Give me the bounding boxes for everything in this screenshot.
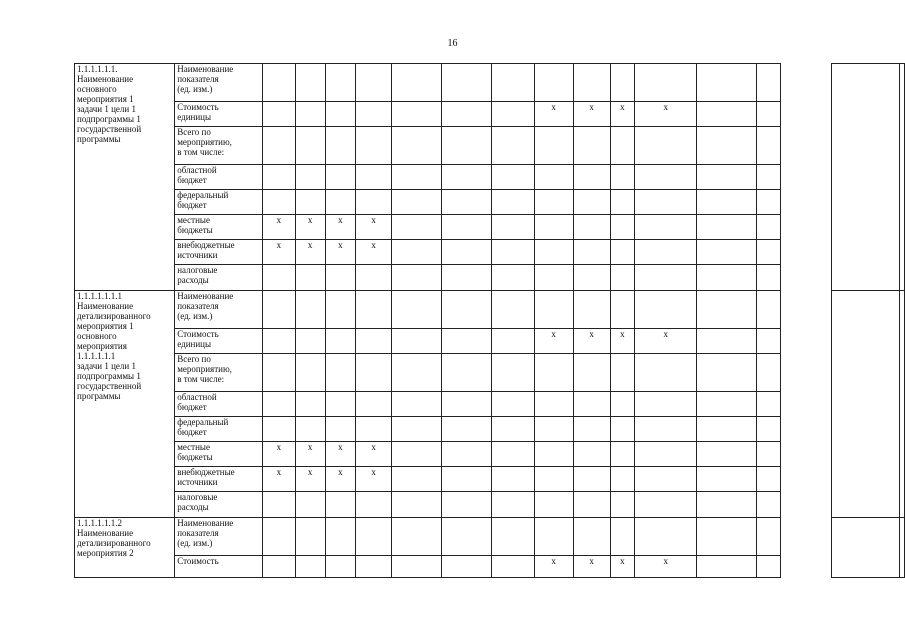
data-cell: [610, 442, 634, 467]
data-cell: [697, 64, 757, 102]
row-label: Стоимость единицы: [175, 102, 263, 127]
data-cell: [325, 291, 355, 329]
data-cell: [534, 215, 573, 240]
row-label: федеральный бюджет: [175, 417, 263, 442]
data-cell: [757, 102, 780, 127]
data-cell: [610, 240, 634, 265]
data-cell: [325, 329, 355, 354]
table-row: [75, 265, 905, 291]
x-mark-cell: x: [295, 467, 325, 492]
data-cell: [325, 127, 355, 165]
data-cell: [392, 354, 441, 392]
data-cell: [757, 291, 780, 329]
table-row: [75, 467, 905, 492]
data-cell: [757, 417, 780, 442]
data-cell: [441, 127, 491, 165]
data-cell: [441, 492, 491, 518]
data-cell: [635, 165, 697, 190]
data-cell: [295, 102, 325, 127]
data-cell: [356, 64, 392, 102]
x-mark-cell: x: [573, 329, 610, 354]
data-cell: [325, 165, 355, 190]
right-merged-cell: [832, 518, 900, 578]
data-cell: [534, 492, 573, 518]
data-cell: [295, 127, 325, 165]
x-mark-cell: x: [263, 467, 295, 492]
x-mark-cell: x: [263, 215, 295, 240]
data-cell: [757, 392, 780, 417]
data-cell: [610, 127, 634, 165]
measure-code-cell: 1.1.1.1.1.1. Наименование основного мероприятия 1 задачи 1 цели 1 подпрограммы 1 государственной программы: [75, 64, 175, 291]
data-cell: [356, 518, 392, 556]
data-cell: [697, 492, 757, 518]
data-cell: [441, 291, 491, 329]
data-cell: [441, 265, 491, 291]
data-cell: [263, 392, 295, 417]
data-cell: [295, 392, 325, 417]
data-cell: [534, 442, 573, 467]
data-cell: [534, 467, 573, 492]
data-cell: [697, 102, 757, 127]
data-cell: [356, 190, 392, 215]
data-cell: [356, 392, 392, 417]
data-cell: [491, 354, 534, 392]
data-cell: [635, 354, 697, 392]
x-mark-cell: x: [295, 240, 325, 265]
data-cell: [635, 215, 697, 240]
data-cell: [573, 442, 610, 467]
data-cell: [610, 215, 634, 240]
data-cell: [757, 556, 780, 578]
data-cell: [295, 64, 325, 102]
x-mark-cell: x: [325, 215, 355, 240]
x-mark-cell: x: [610, 329, 634, 354]
row-label: Всего по мероприятию, в том числе:: [175, 354, 263, 392]
data-cell: [610, 417, 634, 442]
data-cell: [757, 492, 780, 518]
data-cell: [697, 127, 757, 165]
data-cell: [697, 392, 757, 417]
data-cell: [491, 165, 534, 190]
data-cell: [697, 467, 757, 492]
data-cell: [491, 467, 534, 492]
blank-gap: [780, 518, 831, 578]
data-cell: [325, 417, 355, 442]
row-label: Стоимость единицы: [175, 329, 263, 354]
x-mark-cell: x: [356, 240, 392, 265]
data-cell: [635, 518, 697, 556]
x-mark-cell: x: [610, 556, 634, 578]
data-cell: [491, 291, 534, 329]
data-cell: [697, 354, 757, 392]
data-cell: [325, 392, 355, 417]
data-cell: [263, 127, 295, 165]
data-cell: [534, 127, 573, 165]
data-cell: [491, 492, 534, 518]
data-cell: [635, 442, 697, 467]
data-cell: [610, 518, 634, 556]
data-cell: [635, 190, 697, 215]
data-cell: [392, 392, 441, 417]
data-cell: [534, 417, 573, 442]
data-cell: [295, 518, 325, 556]
data-cell: [392, 417, 441, 442]
data-cell: [757, 215, 780, 240]
table-row: [75, 215, 905, 240]
x-mark-cell: x: [635, 329, 697, 354]
data-cell: [697, 417, 757, 442]
table-row: [75, 240, 905, 265]
data-cell: [263, 556, 295, 578]
data-cell: [441, 417, 491, 442]
data-cell: [635, 265, 697, 291]
table-row: [75, 417, 905, 442]
data-cell: [356, 329, 392, 354]
data-cell: [757, 329, 780, 354]
right-merged-cell: [900, 64, 905, 291]
data-cell: [263, 265, 295, 291]
data-cell: [325, 518, 355, 556]
data-cell: [392, 165, 441, 190]
data-cell: [295, 329, 325, 354]
data-cell: [697, 165, 757, 190]
x-mark-cell: x: [534, 102, 573, 127]
data-cell: [392, 265, 441, 291]
data-cell: [325, 102, 355, 127]
data-cell: [441, 102, 491, 127]
row-label: налоговые расходы: [175, 492, 263, 518]
right-merged-cell: [832, 64, 900, 291]
x-mark-cell: x: [635, 102, 697, 127]
x-mark-cell: x: [295, 215, 325, 240]
data-cell: [635, 492, 697, 518]
row-label: внебюджетные источники: [175, 467, 263, 492]
data-cell: [263, 354, 295, 392]
data-cell: [534, 354, 573, 392]
x-mark-cell: x: [573, 102, 610, 127]
data-cell: [441, 467, 491, 492]
row-label: федеральный бюджет: [175, 190, 263, 215]
data-cell: [635, 291, 697, 329]
data-cell: [263, 518, 295, 556]
data-cell: [697, 265, 757, 291]
data-cell: [295, 417, 325, 442]
x-mark-cell: x: [263, 240, 295, 265]
data-cell: [491, 329, 534, 354]
x-mark-cell: x: [325, 442, 355, 467]
x-mark-cell: x: [325, 240, 355, 265]
right-merged-cell: [900, 291, 905, 518]
blank-gap: [780, 291, 831, 518]
data-cell: [325, 492, 355, 518]
data-cell: [356, 556, 392, 578]
data-cell: [491, 190, 534, 215]
data-cell: [635, 240, 697, 265]
data-cell: [573, 392, 610, 417]
data-cell: [697, 190, 757, 215]
data-cell: [392, 467, 441, 492]
data-cell: [757, 354, 780, 392]
data-cell: [441, 442, 491, 467]
data-cell: [325, 64, 355, 102]
x-mark-cell: x: [263, 442, 295, 467]
data-cell: [610, 467, 634, 492]
row-label: внебюджетные источники: [175, 240, 263, 265]
row-label: Стоимость: [175, 556, 263, 578]
data-cell: [295, 556, 325, 578]
data-cell: [263, 102, 295, 127]
data-cell: [392, 556, 441, 578]
data-cell: [441, 215, 491, 240]
data-cell: [697, 518, 757, 556]
table-row: [75, 518, 905, 556]
data-cell: [757, 240, 780, 265]
blank-gap: [780, 64, 831, 291]
data-cell: [610, 392, 634, 417]
x-mark-cell: x: [325, 467, 355, 492]
x-mark-cell: x: [356, 215, 392, 240]
data-cell: [441, 329, 491, 354]
row-label: областной бюджет: [175, 165, 263, 190]
table-row: [75, 442, 905, 467]
data-cell: [491, 417, 534, 442]
table-row: [75, 64, 905, 102]
data-cell: [295, 492, 325, 518]
data-cell: [534, 165, 573, 190]
data-cell: [573, 492, 610, 518]
row-label: местные бюджеты: [175, 215, 263, 240]
data-cell: [325, 354, 355, 392]
data-cell: [573, 165, 610, 190]
data-cell: [263, 64, 295, 102]
x-mark-cell: x: [635, 556, 697, 578]
data-cell: [697, 442, 757, 467]
data-cell: [263, 492, 295, 518]
data-cell: [534, 64, 573, 102]
table-row: [75, 291, 905, 329]
data-cell: [757, 518, 780, 556]
data-cell: [392, 240, 441, 265]
data-cell: [757, 467, 780, 492]
data-cell: [635, 127, 697, 165]
data-cell: [757, 442, 780, 467]
data-cell: [635, 64, 697, 102]
data-cell: [635, 467, 697, 492]
data-cell: [610, 354, 634, 392]
data-cell: [491, 442, 534, 467]
data-cell: [392, 329, 441, 354]
data-cell: [610, 291, 634, 329]
page-number: 16: [447, 38, 458, 49]
x-mark-cell: x: [534, 329, 573, 354]
data-cell: [392, 442, 441, 467]
data-cell: [697, 556, 757, 578]
data-cell: [757, 127, 780, 165]
row-label: Наименование показателя (ед. изм.): [175, 518, 263, 556]
data-cell: [295, 291, 325, 329]
data-cell: [573, 265, 610, 291]
data-cell: [441, 165, 491, 190]
data-cell: [392, 190, 441, 215]
data-cell: [392, 518, 441, 556]
table-row: [75, 556, 905, 578]
data-cell: [573, 354, 610, 392]
data-cell: [697, 215, 757, 240]
data-cell: [491, 392, 534, 417]
data-cell: [491, 240, 534, 265]
x-mark-cell: x: [573, 556, 610, 578]
data-cell: [491, 64, 534, 102]
data-cell: [610, 64, 634, 102]
data-cell: [441, 240, 491, 265]
data-cell: [263, 291, 295, 329]
data-cell: [441, 392, 491, 417]
data-cell: [356, 291, 392, 329]
table-row: [75, 102, 905, 127]
data-cell: [356, 417, 392, 442]
data-cell: [295, 190, 325, 215]
row-label: Всего по мероприятию, в том числе:: [175, 127, 263, 165]
data-cell: [392, 492, 441, 518]
measure-code-cell: 1.1.1.1.1.1.1 Наименование детализированного мероприятия 1 основного мероприятия 1.1.1.1.1.1 задачи 1 цели 1 подпрограммы 1 государственной программы: [75, 291, 175, 518]
data-cell: [573, 518, 610, 556]
data-cell: [491, 518, 534, 556]
data-cell: [441, 518, 491, 556]
table-row: [75, 492, 905, 518]
data-cell: [573, 64, 610, 102]
data-cell: [697, 291, 757, 329]
row-label: налоговые расходы: [175, 265, 263, 291]
data-cell: [263, 165, 295, 190]
row-label: Наименование показателя (ед. изм.): [175, 291, 263, 329]
table-row: [75, 392, 905, 417]
budget-table: [74, 63, 905, 578]
data-cell: [635, 392, 697, 417]
data-cell: [263, 190, 295, 215]
data-cell: [356, 127, 392, 165]
data-cell: [573, 215, 610, 240]
data-cell: [573, 127, 610, 165]
data-cell: [573, 417, 610, 442]
data-cell: [534, 190, 573, 215]
data-cell: [325, 190, 355, 215]
row-label: областной бюджет: [175, 392, 263, 417]
data-cell: [635, 417, 697, 442]
data-cell: [392, 291, 441, 329]
data-cell: [356, 165, 392, 190]
data-cell: [356, 102, 392, 127]
data-cell: [610, 492, 634, 518]
data-cell: [491, 556, 534, 578]
data-cell: [757, 265, 780, 291]
data-cell: [491, 127, 534, 165]
data-cell: [392, 102, 441, 127]
data-cell: [491, 215, 534, 240]
data-cell: [610, 265, 634, 291]
data-cell: [295, 265, 325, 291]
x-mark-cell: x: [295, 442, 325, 467]
data-cell: [573, 291, 610, 329]
data-cell: [757, 165, 780, 190]
data-cell: [356, 265, 392, 291]
data-cell: [441, 64, 491, 102]
data-cell: [295, 354, 325, 392]
data-cell: [392, 215, 441, 240]
data-cell: [441, 354, 491, 392]
right-merged-cell: [900, 518, 905, 578]
data-cell: [534, 291, 573, 329]
table-row: [75, 165, 905, 190]
data-cell: [534, 265, 573, 291]
x-mark-cell: x: [534, 556, 573, 578]
data-cell: [295, 165, 325, 190]
data-cell: [356, 492, 392, 518]
data-cell: [392, 64, 441, 102]
data-cell: [441, 556, 491, 578]
data-cell: [757, 190, 780, 215]
data-cell: [356, 354, 392, 392]
data-cell: [573, 240, 610, 265]
right-merged-cell: [832, 291, 900, 518]
table-row: [75, 329, 905, 354]
data-cell: [610, 190, 634, 215]
data-cell: [697, 329, 757, 354]
data-cell: [757, 64, 780, 102]
data-cell: [610, 165, 634, 190]
data-cell: [534, 240, 573, 265]
table-row: [75, 190, 905, 215]
measure-code-cell: 1.1.1.1.1.1.2 Наименование детализированного мероприятия 2: [75, 518, 175, 578]
data-cell: [441, 190, 491, 215]
data-cell: [573, 190, 610, 215]
x-mark-cell: x: [610, 102, 634, 127]
row-label: местные бюджеты: [175, 442, 263, 467]
data-cell: [325, 265, 355, 291]
data-cell: [263, 329, 295, 354]
data-cell: [325, 556, 355, 578]
x-mark-cell: x: [356, 467, 392, 492]
data-cell: [263, 417, 295, 442]
data-cell: [534, 392, 573, 417]
table-row: [75, 354, 905, 392]
data-cell: [697, 240, 757, 265]
data-cell: [491, 102, 534, 127]
row-label: Наименование показателя (ед. изм.): [175, 64, 263, 102]
data-cell: [534, 518, 573, 556]
data-cell: [392, 127, 441, 165]
data-cell: [491, 265, 534, 291]
x-mark-cell: x: [356, 442, 392, 467]
data-cell: [573, 467, 610, 492]
table-row: [75, 127, 905, 165]
